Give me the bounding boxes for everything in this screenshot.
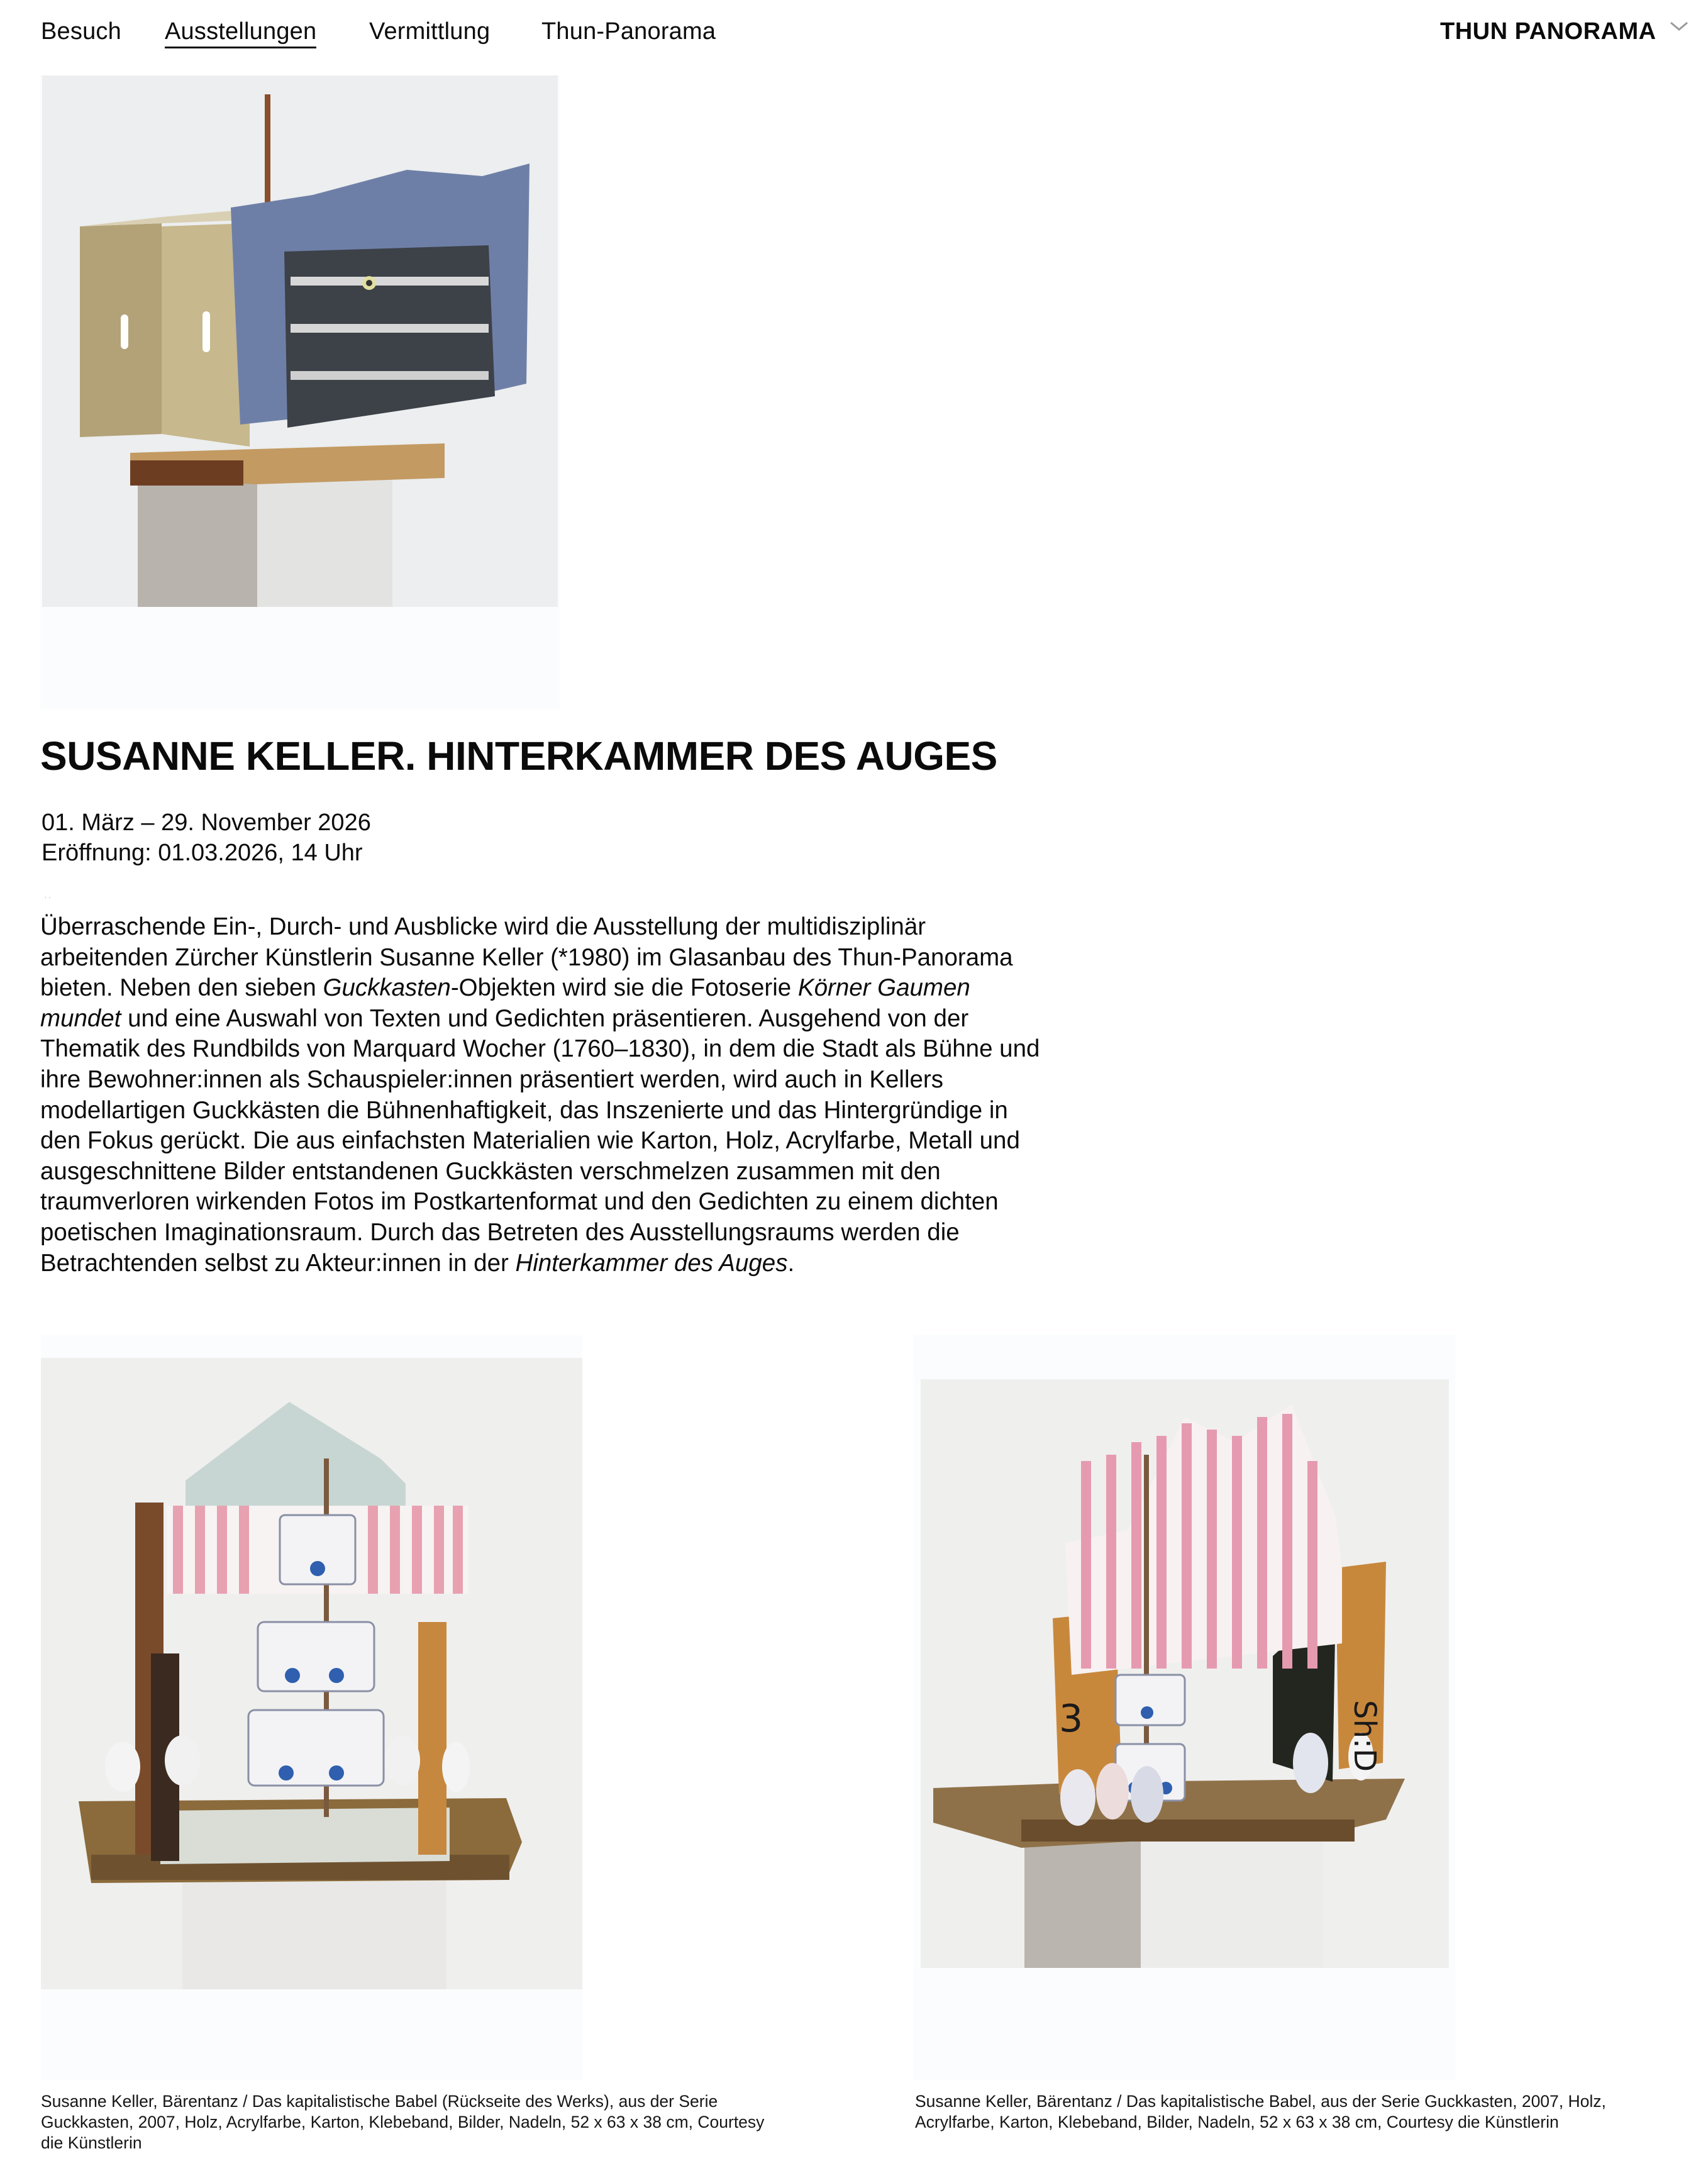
description-line: [40, 973, 1109, 1004]
opening-date: Eröffnung: 01.03.2026, 14 Uhr: [42, 840, 363, 866]
gallery-caption-1: [41, 2091, 764, 2153]
description-line: [40, 1096, 1109, 1126]
main-nav: [0, 0, 1708, 63]
caption-line: Susanne Keller, Bärentanz / Das kapitalistische Babel, aus der Serie Guckkasten, 2007, Holz,: [915, 2092, 1606, 2111]
exhibition-description: [40, 912, 1109, 1279]
gallery-figure-1: [41, 1335, 582, 2080]
text-run: modellartigen Guckkästen die Bühnenhaftigkeit, das Inszenierte und das Hintergründige in: [40, 1096, 1008, 1124]
italic-title: mundet: [40, 1004, 121, 1032]
text-run: bieten. Neben den sieben: [40, 974, 323, 1002]
hero-image[interactable]: [42, 75, 558, 607]
brand-logo[interactable]: THUN PANORAMA: [1440, 18, 1656, 45]
italic-title: Hinterkammer des Auges: [515, 1249, 788, 1277]
svg-text:3: 3: [1059, 1697, 1084, 1741]
gallery-image-1[interactable]: [41, 1358, 582, 1989]
nav-item-ausstellungen[interactable]: Ausstellungen: [165, 18, 316, 48]
text-run: -Objekten wird sie die Fotoserie: [450, 974, 798, 1002]
date-range: 01. März – 29. November 2026: [42, 809, 371, 836]
exhibition-dates: [42, 808, 371, 868]
svg-text:Sh:D: Sh:D: [1347, 1700, 1382, 1772]
text-run: ihre Bewohner:innen als Schauspieler:innen präsentiert werden, wird auch in Kellers: [40, 1065, 944, 1093]
text-run: traumverloren wirkenden Fotos im Postkartenformat und den Gedichten zu einem dichten: [40, 1188, 999, 1216]
description-line: [40, 1034, 1109, 1065]
italic-title: Guckkasten: [323, 974, 451, 1002]
text-run: Thematik des Rundbilds von Marquard Wocher (1760–1830), in dem die Stadt als Bühne und: [40, 1035, 1040, 1063]
description-line: [40, 912, 1109, 943]
description-line: [40, 1248, 1109, 1279]
description-line: [40, 1126, 1109, 1157]
chevron-down-icon[interactable]: [1669, 20, 1689, 33]
italic-title: Körner Gaumen: [797, 974, 970, 1002]
separator: ··: [44, 892, 53, 902]
description-line: [40, 1065, 1109, 1096]
text-run: poetischen Imaginationsraum. Durch das Betreten des Ausstellungsraums werden die: [40, 1218, 960, 1246]
nav-item-besuch[interactable]: Besuch: [41, 18, 121, 45]
gallery-image-2[interactable]: [921, 1379, 1449, 1968]
gallery-caption-2: [915, 2091, 1606, 2133]
text-run: arbeitenden Zürcher Künstlerin Susanne Keller (*1980) im Glasanbau des Thun-Panorama: [40, 943, 1013, 971]
caption-line: die Künstlerin: [41, 2133, 142, 2152]
caption-line: Guckkasten, 2007, Holz, Acrylfarbe, Karton, Klebeband, Bilder, Nadeln, 52 x 63 x 38 cm, Courtesy: [41, 2113, 765, 2131]
caption-line: Susanne Keller, Bärentanz / Das kapitalistische Babel (Rückseite des Werks), aus der Serie: [41, 2092, 718, 2111]
text-run: und eine Auswahl von Texten und Gedichten präsentieren. Ausgehend von der: [121, 1004, 969, 1032]
text-run: .: [787, 1249, 795, 1277]
nav-item-vermittlung[interactable]: Vermittlung: [369, 18, 491, 45]
text-run: den Fokus gerückt. Die aus einfachsten Materialien wie Karton, Holz, Acrylfarbe, Metall und: [40, 1127, 1020, 1155]
text-run: Überraschende Ein-, Durch- und Ausblicke wird die Ausstellung der multidisziplinär: [40, 913, 926, 940]
description-line: [40, 1218, 1109, 1248]
exhibition-title: SUSANNE KELLER. HINTERKAMMER DES AUGES: [40, 733, 997, 779]
description-line: [40, 1187, 1109, 1218]
description-line: [40, 1004, 1109, 1035]
caption-line: Acrylfarbe, Karton, Klebeband, Bilder, Nadeln, 52 x 63 x 38 cm, Courtesy die Künstlerin: [915, 2113, 1559, 2131]
hero-figure: [40, 75, 560, 709]
nav-item-thun-panorama[interactable]: Thun-Panorama: [541, 18, 716, 45]
description-line: [40, 943, 1109, 974]
text-run: ausgeschnittene Bilder entstandenen Guckkästen verschmelzen zusammen mit den: [40, 1157, 941, 1185]
gallery-figure-2: [914, 1335, 1455, 2080]
text-run: Betrachtenden selbst zu Akteur:innen in der: [40, 1249, 516, 1277]
description-line: [40, 1157, 1109, 1187]
